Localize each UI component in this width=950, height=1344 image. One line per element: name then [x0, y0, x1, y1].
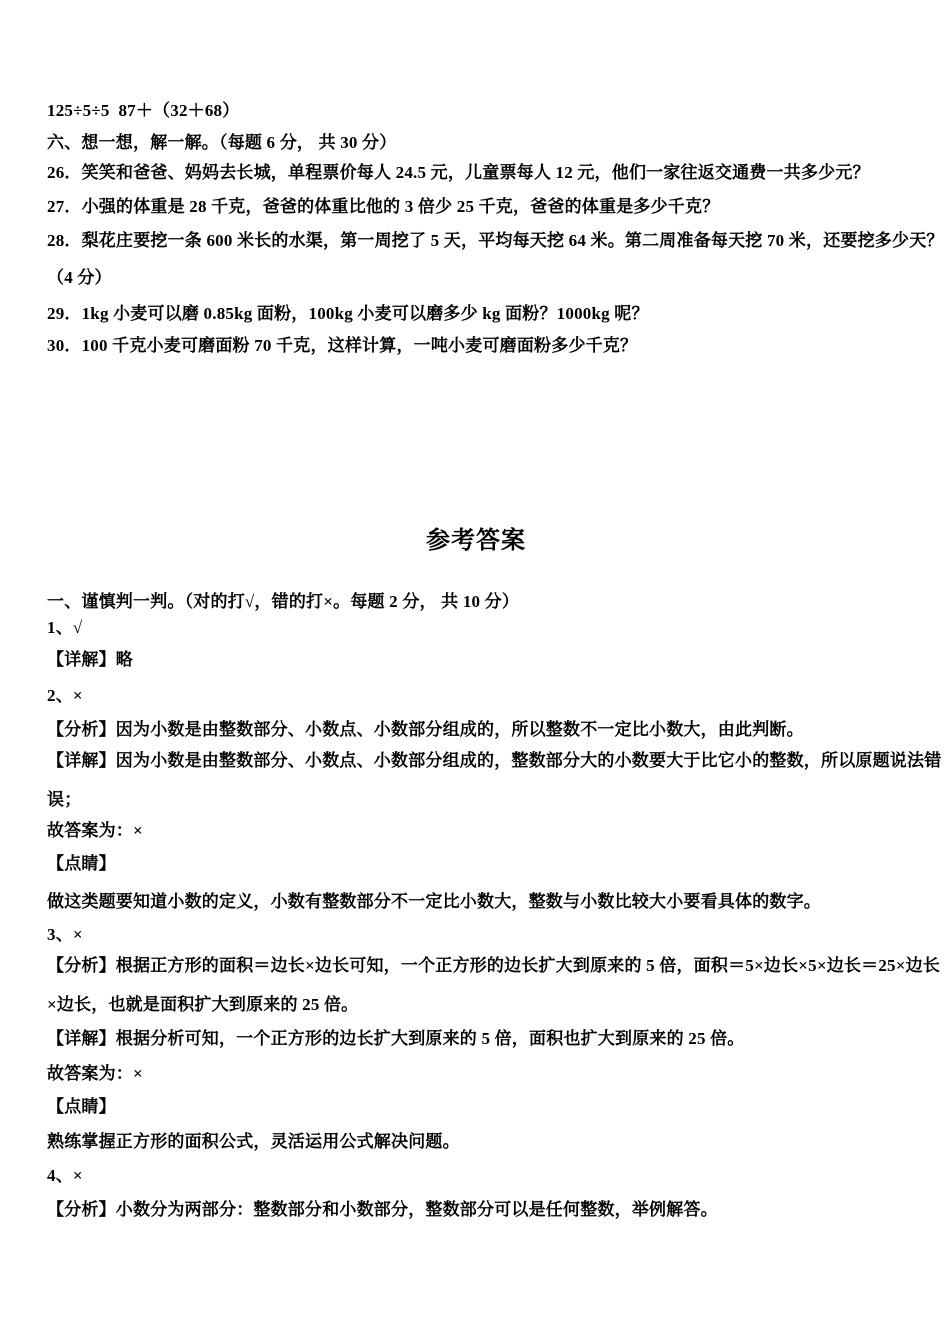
answer-2-conclusion: 故答案为：× [47, 821, 143, 840]
answer-2-tip-label: 【点睛】 [47, 854, 116, 873]
question-29: 29．1kg 小麦可以磨 0.85kg 面粉，100kg 小麦可以磨多少 kg 面粉？1000kg 呢？ [47, 304, 649, 323]
calc-expressions-line: 125÷5÷5 87＋（32＋68） [47, 101, 240, 120]
answer-4: 4、× [47, 1166, 83, 1185]
answer-3-detail: 【详解】根据分析可知，一个正方形的边长扩大到原来的 5 倍，面积也扩大到原来的 25 倍。 [47, 1029, 745, 1048]
answer-3-analysis-line2: ×边长，也就是面积扩大到原来的 25 倍。 [47, 995, 359, 1014]
answer-4-analysis: 【分析】小数分为两部分：整数部分和小数部分，整数部分可以是任何整数，举例解答。 [47, 1200, 718, 1219]
answer-2-analysis: 【分析】因为小数是由整数部分、小数点、小数部分组成的，所以整数不一定比小数大，由此判断。 [47, 720, 804, 739]
answer-2-tip-text: 做这类题要知道小数的定义，小数有整数部分不一定比小数大，整数与小数比较大小要看具体的数字。 [47, 892, 821, 911]
answer-2-detail-line1: 【详解】因为小数是由整数部分、小数点、小数部分组成的，整数部分大的小数要大于比它小的整数，所以原题说法错 [47, 751, 942, 770]
answer-2: 2、× [47, 686, 83, 705]
question-27: 27．小强的体重是 28 千克，爸爸的体重比他的 3 倍少 25 千克，爸爸的体重是多少千克？ [47, 197, 720, 216]
page-content [47, 0, 944, 1344]
answer-3-analysis-line1: 【分析】根据正方形的面积＝边长×边长可知，一个正方形的边长扩大到原来的 5 倍，面积＝5×边长×5×边长＝25×边长 [47, 956, 941, 975]
answer-3-conclusion: 故答案为：× [47, 1064, 143, 1083]
question-28-line1: 28．梨花庄要挖一条 600 米长的水渠，第一周挖了 5 天，平均每天挖 64 米。第二周准备每天挖 70 米，还要挖多少天？ [47, 231, 944, 250]
answer-1: 1、√ [47, 618, 83, 637]
answer-3: 3、× [47, 925, 83, 944]
answer-2-detail-line2: 误； [47, 790, 82, 809]
answers-title: 参考答案 [426, 528, 526, 554]
section-six-heading: 六、想一想，解一解。（每题 6 分， 共 30 分） [47, 133, 397, 152]
answer-1-detail: 【详解】略 [47, 650, 133, 669]
answer-3-tip-text: 熟练掌握正方形的面积公式，灵活运用公式解决问题。 [47, 1132, 460, 1151]
question-28-line2-points: （4 分） [47, 268, 112, 287]
question-30: 30．100 千克小麦可磨面粉 70 千克，这样计算，一吨小麦可磨面粉多少千克？ [47, 336, 638, 355]
answers-section-one-heading: 一、谨慎判一判。（对的打√，错的打×。每题 2 分， 共 10 分） [47, 592, 520, 611]
question-26: 26．笑笑和爸爸、妈妈去长城，单程票价每人 24.5 元，儿童票每人 12 元，他们一家往返交通费一共多少元？ [47, 163, 870, 182]
answer-3-tip-label: 【点睛】 [47, 1097, 116, 1116]
